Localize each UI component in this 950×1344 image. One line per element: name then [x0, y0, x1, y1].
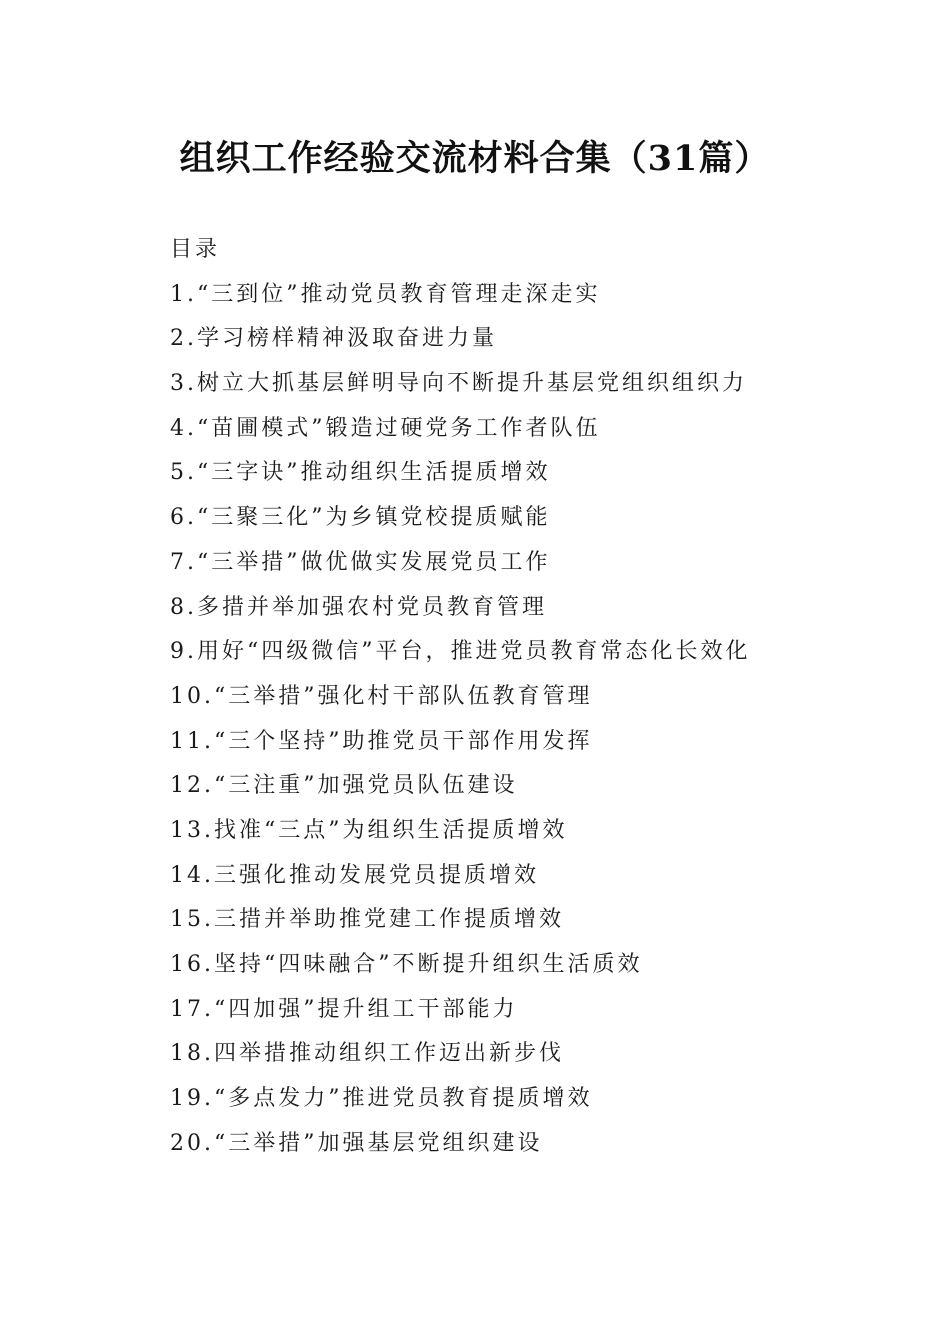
toc-item: 15.三措并举助推党建工作提质增效 — [170, 907, 564, 933]
toc-item: 10.“三举措”强化村干部队伍教育管理 — [170, 683, 593, 709]
toc-item: 13.找准“三点”为组织生活提质增效 — [170, 817, 568, 843]
toc-item: 5.“三字诀”推动组织生活提质增效 — [170, 460, 551, 486]
toc-item: 11.“三个坚持”助推党员干部作用发挥 — [170, 728, 593, 754]
toc-item: 19.“多点发力”推进党员教育提质增效 — [170, 1086, 593, 1112]
document-title: 组织工作经验交流材料合集（31篇） — [179, 138, 771, 179]
toc-item: 12.“三注重”加强党员队伍建设 — [170, 773, 518, 799]
toc-item: 4.“苗圃模式”锻造过硬党务工作者队伍 — [170, 415, 601, 441]
toc-item: 16.坚持“四味融合”不断提升组织生活质效 — [170, 952, 643, 977]
toc-item: 20.“三举措”加强基层党组织建设 — [170, 1130, 543, 1156]
toc-item: 9.用好“四级微信”平台，推进党员教育常态化长效化 — [170, 639, 751, 665]
toc-item: 1.“三到位”推动党员教育管理走深走实 — [170, 281, 601, 307]
toc-list — [170, 273, 870, 1167]
toc-item: 18.四举措推动组织工作迈出新步伐 — [170, 1041, 564, 1067]
table-of-contents — [170, 228, 870, 1166]
toc-item: 8.多措并举加强农村党员教育管理 — [170, 594, 547, 620]
toc-item: 6.“三聚三化”为乡镇党校提质赋能 — [170, 505, 551, 531]
toc-item: 3.树立大抓基层鲜明导向不断提升基层党组织组织力 — [170, 371, 747, 397]
toc-item: 14.三强化推动发展党员提质增效 — [170, 862, 539, 888]
toc-item: 17.“四加强”提升组工干部能力 — [170, 996, 518, 1022]
toc-item: 2.学习榜样精神汲取奋进力量 — [170, 326, 497, 352]
toc-item: 7.“三举措”做优做实发展党员工作 — [170, 549, 551, 575]
toc-heading: 目录 — [170, 237, 221, 262]
